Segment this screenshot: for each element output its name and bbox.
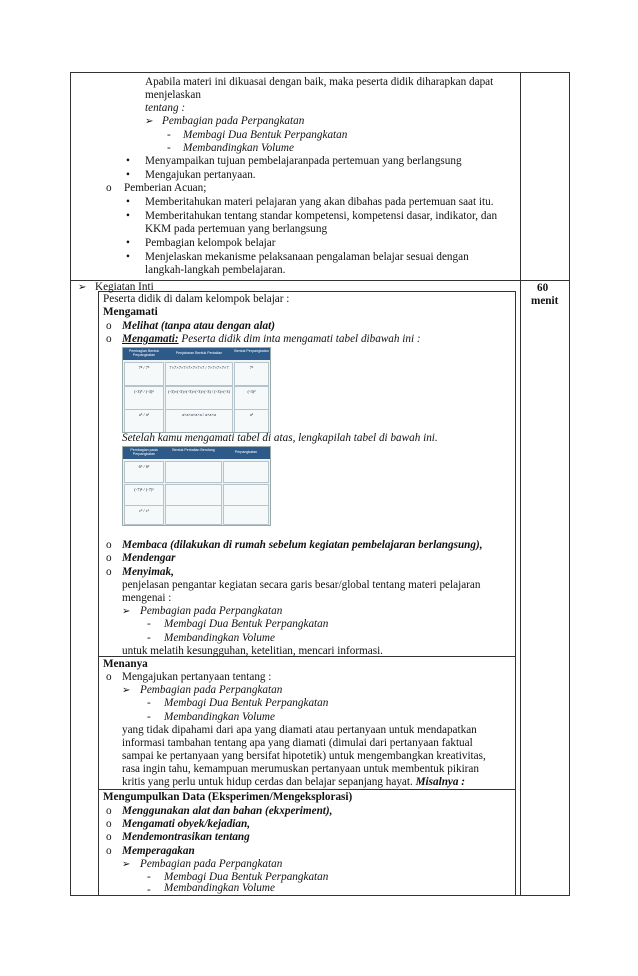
top-acuan-2b: KKM pada pertemuan yang berlangsung: [145, 223, 328, 235]
top-intro-line: Apabila materi ini dikuasai dengan baik, maka peserta didik diharapkan dapat: [145, 76, 494, 88]
table-column-divider: [520, 72, 521, 896]
bullet-icon: •: [126, 210, 130, 222]
top-intro-line-3: tentang :: [145, 102, 186, 114]
top-acuan-1: Memberitahukan materi pelajaran yang akan dibahas pada pertemuan saat itu.: [145, 196, 494, 208]
menanya-p5-text: kritis yang perlu untuk hidup cerdas dan belajar sepanjang hayat.: [122, 776, 416, 788]
mengumpulkan-o3: Mendemontrasikan tentang: [122, 831, 250, 843]
top-bullet-1: Menyampaikan tujuan pembelajaranpada pertemuan yang berlangsung: [145, 155, 462, 167]
top-sub2: Membandingkan Volume: [183, 142, 294, 154]
table1-cell: a⁵ / a³: [124, 409, 164, 433]
mengamati-m3: Menyimak,: [122, 566, 174, 578]
menanya-p5-example: Misalnya :: [415, 776, 466, 788]
dash-marker: -: [147, 632, 151, 644]
table1-cell: (-3)×(-3)×(-3)×(-3)×(-3) / (-3)×(-3): [165, 386, 233, 410]
table-border-right: [569, 72, 570, 896]
arrow-bullet-icon: ➢: [145, 116, 154, 127]
menanya-p5: [122, 776, 465, 789]
arrow-bullet-icon: ➢: [122, 685, 131, 696]
table1-cell: 7³: [234, 362, 269, 386]
table1-cell: a×a×a×a×a / a×a×a: [165, 409, 233, 433]
table2-cell: [223, 484, 269, 506]
bullet-icon: •: [126, 196, 130, 208]
circle-bullet-icon: o: [106, 333, 112, 345]
table2-cell: [165, 505, 222, 525]
circle-bullet-icon: o: [106, 182, 112, 194]
table2-cell: (-7)⁴ / (-7)¹: [124, 484, 164, 506]
exercise-table-image: [122, 446, 271, 526]
arrow-bullet-icon: ➢: [78, 282, 87, 293]
table1-cell: (-3)⁵ / (-3)²: [124, 386, 164, 410]
mengumpulkan-sub2: Membandingkan Volume: [164, 882, 275, 894]
menanya-title: Menanya: [103, 658, 148, 670]
table2-header-cell: Pembagian pada Perpangkatan: [130, 448, 158, 457]
table1-cell: a²: [234, 409, 269, 433]
dash-marker: -: [167, 142, 171, 154]
inner-box-right: [515, 291, 516, 895]
menanya-p1: yang tidak dipahami dari apa yang diamati atau pertanyaan untuk mendapatkan: [122, 724, 477, 736]
menanya-p2: informasi tambahan tentang apa yang diamati (dimulai dari pertanyaan faktual: [122, 737, 473, 749]
mengamati-o1: Melihat (tanpa atau dengan alat): [122, 320, 275, 332]
mengumpulkan-o1: Menggunakan alat dan bahan (ekxperiment),: [122, 805, 333, 817]
bullet-icon: •: [126, 155, 130, 167]
table-border-top: [70, 72, 570, 73]
menanya-p4: rasa ingin tahu, kemampuan merumuskan pertanyaan untuk membentuk pikiran: [122, 763, 479, 775]
mengamati-m1: Membaca (dilakukan di rumah sebelum kegiatan pembelajaran berlangsung),: [122, 539, 483, 551]
top-topic: Pembagian pada Perpangkatan: [162, 115, 305, 127]
mengamati-o2-text: Peserta didik dim inta mengamati tabel dibawah ini :: [178, 333, 421, 345]
mengamati-sub1: Membagi Dua Bentuk Perpangkatan: [164, 618, 329, 630]
mengamati-intro: Peserta didik di dalam kelompok belajar :: [103, 293, 290, 305]
menanya-topic: Pembagian pada Perpangkatan: [140, 684, 283, 696]
inner-box-top: [98, 291, 516, 292]
menanya-sub1: Membagi Dua Bentuk Perpangkatan: [164, 697, 329, 709]
dash-marker: -: [167, 129, 171, 141]
mengumpulkan-topic: Pembagian pada Perpangkatan: [140, 858, 283, 870]
mengamati-m2: Mendengar: [122, 552, 176, 564]
circle-bullet-icon: o: [106, 552, 112, 564]
table2-header-cell: Bentuk Perkalian Berulang: [172, 448, 215, 452]
bullet-icon: •: [126, 251, 130, 263]
circle-bullet-icon: o: [106, 539, 112, 551]
top-acuan: Pemberian Acuan;: [124, 182, 207, 194]
table2-cell: [223, 505, 269, 525]
table1-header-cell: Bentuk Perpangkatan: [234, 349, 269, 353]
top-acuan-2a: Memberitahukan tentang standar kompetensi, kompetensi dasar, indikator, dan: [145, 210, 498, 222]
dash-marker: -: [147, 618, 151, 630]
circle-bullet-icon: o: [106, 671, 112, 683]
mengamati-m4b: mengenai :: [122, 592, 172, 604]
top-intro-line-2: menjelaskan: [145, 89, 201, 101]
dash-marker: -: [147, 711, 151, 723]
table1-cell: 7⁸ / 7⁵: [124, 362, 164, 386]
table1-header-cell: Pembagian Bentuk Perpangkatan: [128, 349, 160, 358]
dash-marker: -: [147, 884, 151, 896]
circle-bullet-icon: o: [106, 818, 112, 830]
circle-bullet-icon: o: [106, 831, 112, 843]
table1-cell: 7×7×7×7×7×7×7×7 / 7×7×7×7×7: [165, 362, 233, 386]
inner-box-left: [98, 291, 99, 895]
table-border-left: [70, 72, 71, 896]
menanya-p3: sampai ke pertanyaan yang bersifat hipotetik) untuk mengembangkan kreativitas,: [122, 750, 486, 762]
top-acuan-4a: Menjelaskan mekanisme pelaksanaan pengalaman belajar sesuai dengan: [145, 251, 469, 263]
top-acuan-4b: langkah-langkah pembelajaran.: [145, 264, 286, 276]
arrow-bullet-icon: ➢: [122, 606, 131, 617]
arrow-bullet-icon: ➢: [122, 859, 131, 870]
dash-marker: -: [147, 697, 151, 709]
table-border-bottom: [70, 895, 570, 896]
top-bullet-2: Mengajukan pertanyaan.: [145, 169, 256, 181]
mengumpulkan-sub1: Membagi Dua Bentuk Perpangkatan: [164, 871, 329, 883]
mengamati-title: Mengamati: [103, 306, 158, 318]
mengamati-after: Setelah kamu mengamati tabel di atas, lengkapilah tabel di bawah ini.: [122, 432, 438, 444]
time-unit: menit: [531, 295, 559, 307]
mengamati-sub2: Membandingkan Volume: [164, 632, 275, 644]
table2-cell: 6⁵ / 6²: [124, 461, 164, 483]
kegiatan-inti-label: Kegiatan Inti: [95, 281, 154, 293]
time-minutes: 60: [537, 282, 549, 294]
top-acuan-3: Pembagian kelompok belajar: [145, 237, 276, 249]
table2-cell: [165, 461, 222, 483]
menanya-o1: Mengajukan pertanyaan tentang :: [122, 671, 272, 683]
menanya-sub2: Membandingkan Volume: [164, 711, 275, 723]
table2-cell: [223, 461, 269, 483]
table2-cell: c³ / c¹: [124, 505, 164, 525]
mengumpulkan-o4: Memperagakan: [122, 845, 195, 857]
table1-cell: (-3)³: [234, 386, 269, 410]
circle-bullet-icon: o: [106, 320, 112, 332]
mengamati-o2-label: Mengamati:: [122, 333, 179, 345]
circle-bullet-icon: o: [106, 845, 112, 857]
bullet-icon: •: [126, 237, 130, 249]
circle-bullet-icon: o: [106, 566, 112, 578]
top-sub1: Membagi Dua Bentuk Perpangkatan: [183, 129, 348, 141]
mengamati-topic: Pembagian pada Perpangkatan: [140, 605, 283, 617]
table2-header-cell: Perpangkatan: [234, 450, 258, 454]
table1-header-cell: Penjabaran Bentuk Perkalian: [175, 351, 223, 355]
mengamati-o2: [122, 333, 421, 346]
dash-marker: -: [147, 871, 151, 883]
bullet-icon: •: [126, 169, 130, 181]
mengamati-m4a: penjelasan pengantar kegiatan secara garis besar/global tentang materi pelajaran: [122, 579, 481, 591]
example-table-image: [122, 347, 271, 433]
mengamati-end: untuk melatih kesungguhan, ketelitian, mencari informasi.: [122, 645, 383, 657]
circle-bullet-icon: o: [106, 805, 112, 817]
mengumpulkan-title: Mengumpulkan Data (Eksperimen/Mengeksplorasi): [103, 791, 353, 803]
mengumpulkan-o2: Mengamati obyek/kejadian,: [122, 818, 251, 830]
table2-cell: [165, 484, 222, 506]
